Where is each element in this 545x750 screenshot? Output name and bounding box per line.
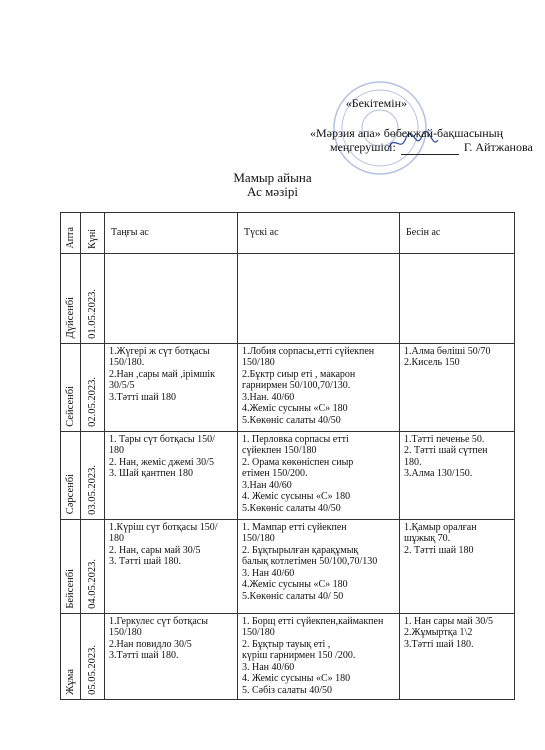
breakfast-item: 2.Нан ,сары май ,ірімшік xyxy=(109,368,216,380)
breakfast-item: 1.Геркулес сүт ботқасы xyxy=(109,615,208,627)
breakfast-item: 180 xyxy=(109,533,124,544)
date-cell: 01.05.2023. xyxy=(81,253,105,343)
breakfast-cell xyxy=(105,253,238,343)
lunch-cell xyxy=(238,253,400,343)
lunch-item: 2. Бұқтырылған қарақұмық xyxy=(242,544,359,556)
breakfast-item: 1.Күріш сүт ботқасы 150/ xyxy=(109,521,218,533)
lunch-item: 5.Көкөніс салаты 40/ 50 xyxy=(242,590,344,602)
lunch-item: 150/180 xyxy=(242,357,275,368)
breakfast-item: 2. Нан, жеміс джемі 30/5 xyxy=(109,456,214,468)
menu-title: Ас мәзірі xyxy=(247,184,298,199)
snack-cell xyxy=(400,519,515,613)
lunch-item: гарнирмен 50/100,70/130. xyxy=(242,380,351,391)
director-name: Г. Айтжанова xyxy=(463,140,533,154)
snack-item: 180. xyxy=(404,456,422,468)
snack-item: 1. Нан сары май 30/5 xyxy=(404,615,494,627)
day-cell: Сейсенбі xyxy=(61,343,81,431)
snack-item: шұжық 70. xyxy=(404,533,451,544)
snack-cell xyxy=(400,343,515,431)
snack-item: 2.Кисель 150 xyxy=(404,357,460,368)
month-title: Мамыр айына xyxy=(233,170,312,185)
breakfast-item: 1. Тары сүт ботқасы 150/ xyxy=(109,433,215,445)
header-lunch: Түскі ас xyxy=(238,213,400,254)
snack-item: 1.Тәтті печенье 50. xyxy=(404,433,485,445)
table-header-row xyxy=(61,213,515,254)
lunch-item: 2.Бұктр сиыр еті , макарон xyxy=(242,368,356,380)
lunch-item: 150/180 xyxy=(242,627,275,638)
breakfast-item: 3. Тәтті шай 180. xyxy=(109,556,182,567)
director-line xyxy=(330,140,533,155)
lunch-item: сүйекпен 150/180 xyxy=(242,445,317,456)
snack-item: 2.Жұмыртқа 1\2 xyxy=(404,627,473,638)
date-cell: 04.05.2023. xyxy=(81,519,105,613)
lunch-item: 2. Орама көкөніспен сиыр xyxy=(242,456,354,468)
snack-item: 2. Тәтті шай сүтпен xyxy=(404,445,488,456)
lunch-item: 3.Нан. 40/60 xyxy=(242,391,295,403)
day-cell: Дүйсенбі xyxy=(61,253,81,343)
breakfast-item: 3.Тәтті шай 180 xyxy=(109,391,177,403)
date-cell: 05.05.2023. xyxy=(81,613,105,699)
lunch-item: 1. Мампар етті сүйекпен xyxy=(242,521,347,533)
lunch-item: 3.Нан 40/60 xyxy=(242,479,292,491)
lunch-item: 4.Жеміс сусыны «С» 180 xyxy=(242,579,348,590)
header-date: Күні xyxy=(81,213,105,254)
header-day: Апта xyxy=(61,213,81,254)
breakfast-item: 150/180. xyxy=(109,357,145,368)
lunch-item: 3. Нан 40/60 xyxy=(242,567,295,579)
lunch-item: 1. Борщ етті сүйекпен,каймакпен xyxy=(242,615,384,627)
table-row xyxy=(61,431,515,519)
day-cell: Сәрсенбі xyxy=(61,431,81,519)
date-cell: 03.05.2023. xyxy=(81,431,105,519)
table-row xyxy=(61,253,515,343)
lunch-item: 5.Көкөніс салаты 40/50 xyxy=(242,414,341,426)
day-cell: Жұма xyxy=(61,613,81,699)
breakfast-item: 3. Шай қантпен 180 xyxy=(109,468,194,479)
lunch-item: 150/180 xyxy=(242,533,275,544)
header-breakfast: Таңғы ас xyxy=(105,213,238,254)
lunch-item: күріш гарнирмен 150 /200. xyxy=(242,650,356,661)
lunch-item: 4. Жеміс сусыны «С» 180 xyxy=(242,491,351,502)
date-cell: 02.05.2023. xyxy=(81,343,105,431)
lunch-cell xyxy=(238,613,400,699)
breakfast-item: 30/5/5 xyxy=(109,380,135,391)
breakfast-cell xyxy=(105,431,238,519)
breakfast-item: 1.Жүгері ж сүт ботқасы xyxy=(109,345,210,357)
snack-item: 1.Қамыр оралған xyxy=(404,521,477,533)
lunch-item: 3. Нан 40/60 xyxy=(242,661,295,673)
snack-item: 3.Алма 130/150. xyxy=(404,468,473,479)
day-cell: Бейсенбі xyxy=(61,519,81,613)
table-row xyxy=(61,343,515,431)
breakfast-item: 2.Нан повидло 30/5 xyxy=(109,638,192,650)
snack-cell xyxy=(400,431,515,519)
breakfast-cell xyxy=(105,519,238,613)
lunch-cell xyxy=(238,343,400,431)
lunch-item: 4. Жеміс сусыны «С» 180 xyxy=(242,673,351,684)
breakfast-item: 2. Нан, сары май 30/5 xyxy=(109,544,201,556)
organization-line: «Мәрзия апа» бөбекжай-бақшасының xyxy=(310,126,504,140)
table-row xyxy=(61,519,515,613)
breakfast-item: 3.Тәтті шай 180. xyxy=(109,650,179,661)
table-row xyxy=(61,613,515,699)
lunch-item: 1.Лобия сорпасы,етті сүйекпен xyxy=(242,345,375,357)
lunch-item: 1. Перловка сорпасы етті xyxy=(242,433,349,445)
breakfast-cell xyxy=(105,343,238,431)
signature-line xyxy=(401,154,459,155)
lunch-item: 4.Жеміс сусыны «С» 180 xyxy=(242,403,348,414)
lunch-item: 5.Көкөніс салаты 40/50 xyxy=(242,502,341,514)
lunch-item: 5. Сәбіз салаты 40/50 xyxy=(242,684,333,696)
lunch-item: етімен 150/200. xyxy=(242,468,308,479)
snack-item: 1.Алма бөліші 50/70 xyxy=(404,345,491,357)
breakfast-item: 150/180 xyxy=(109,627,142,638)
snack-cell xyxy=(400,253,515,343)
lunch-cell xyxy=(238,519,400,613)
lunch-item: балық котлетімен 50/100,70/130 xyxy=(242,556,378,567)
approval-heading: «Бекітемін» xyxy=(345,96,407,110)
snack-cell xyxy=(400,613,515,699)
snack-item: 3.Тәтті шай 180. xyxy=(404,638,474,650)
menu-table xyxy=(60,212,515,700)
snack-item: 2. Тәтті шай 180 xyxy=(404,544,474,556)
lunch-item: 2. Бұқтыр тауық еті , xyxy=(242,638,331,650)
director-label: меңгерушісі: xyxy=(330,140,396,154)
breakfast-cell xyxy=(105,613,238,699)
lunch-cell xyxy=(238,431,400,519)
breakfast-item: 180 xyxy=(109,445,124,456)
header-snack: Бесін ас xyxy=(400,213,515,254)
